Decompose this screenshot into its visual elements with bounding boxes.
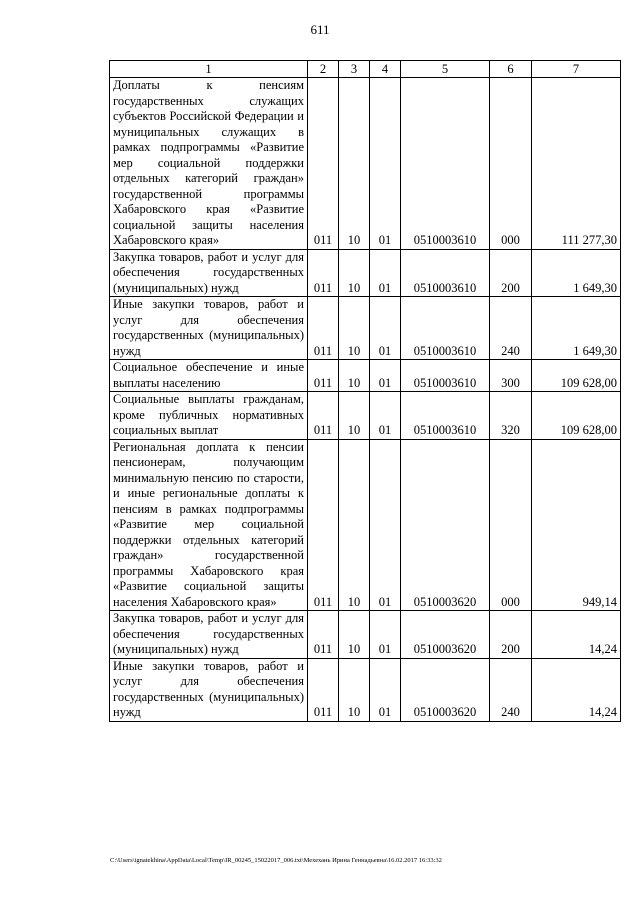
column-header: 7 — [532, 61, 621, 78]
table-row — [110, 297, 621, 360]
ministry-code: 011 — [308, 439, 339, 611]
row-description: Региональная доплата к пенсии пенсионерам, получающим минимальную пенсию по старости, и иные региональные доплаты к пенсиям в рамках подпрограммы «Развитие мер социальной поддержки отдельных категорий граждан» государственной программы Хабаровского края «Развитие социальной защиты населения Хабаровского края» — [110, 439, 308, 611]
subsection-code: 01 — [370, 249, 401, 297]
amount: 111 277,30 — [532, 78, 621, 250]
amount: 14,24 — [532, 658, 621, 721]
subsection-code: 01 — [370, 297, 401, 360]
row-description: Доплаты к пенсиям государственных служащих субъектов Российской Федерации и муниципальных служащих в рамках подпрограммы «Развитие мер социальной поддержки отдельных категорий граждан» государственной программы Хабаровского края «Развитие социальной защиты населения Хабаровского края» — [110, 78, 308, 250]
section-code: 10 — [339, 297, 370, 360]
amount: 14,24 — [532, 611, 621, 659]
amount: 109 628,00 — [532, 360, 621, 392]
target-article-code: 0510003610 — [401, 249, 490, 297]
expense-type-code: 000 — [490, 439, 532, 611]
column-header: 2 — [308, 61, 339, 78]
subsection-code: 01 — [370, 611, 401, 659]
ministry-code: 011 — [308, 78, 339, 250]
table-row — [110, 78, 621, 250]
expense-type-code: 000 — [490, 78, 532, 250]
table-row — [110, 392, 621, 440]
budget-table — [109, 60, 621, 722]
column-header: 4 — [370, 61, 401, 78]
target-article-code: 0510003620 — [401, 658, 490, 721]
ministry-code: 011 — [308, 297, 339, 360]
page-number: 611 — [310, 22, 330, 37]
ministry-code: 011 — [308, 249, 339, 297]
table-row — [110, 249, 621, 297]
target-article-code: 0510003610 — [401, 297, 490, 360]
column-header: 1 — [110, 61, 308, 78]
ministry-code: 011 — [308, 611, 339, 659]
row-description: Социальное обеспечение и иные выплаты населению — [110, 360, 308, 392]
amount: 949,14 — [532, 439, 621, 611]
row-description: Социальные выплаты гражданам, кроме публичных нормативных социальных выплат — [110, 392, 308, 440]
expense-type-code: 300 — [490, 360, 532, 392]
subsection-code: 01 — [370, 658, 401, 721]
subsection-code: 01 — [370, 392, 401, 440]
column-header: 5 — [401, 61, 490, 78]
column-header: 6 — [490, 61, 532, 78]
expense-type-code: 240 — [490, 658, 532, 721]
row-description: Закупка товаров, работ и услуг для обеспечения государственных (муниципальных) нужд — [110, 249, 308, 297]
amount: 109 628,00 — [532, 392, 621, 440]
amount: 1 649,30 — [532, 249, 621, 297]
section-code: 10 — [339, 360, 370, 392]
table-row — [110, 611, 621, 659]
target-article-code: 0510003610 — [401, 360, 490, 392]
ministry-code: 011 — [308, 360, 339, 392]
table-row — [110, 658, 621, 721]
table-header-row — [110, 61, 621, 78]
target-article-code: 0510003620 — [401, 439, 490, 611]
row-description: Иные закупки товаров, работ и услуг для обеспечения государственных (муниципальных) нужд — [110, 297, 308, 360]
expense-type-code: 200 — [490, 611, 532, 659]
table-row — [110, 439, 621, 611]
section-code: 10 — [339, 611, 370, 659]
expense-type-code: 240 — [490, 297, 532, 360]
section-code: 10 — [339, 392, 370, 440]
target-article-code: 0510003610 — [401, 78, 490, 250]
ministry-code: 011 — [308, 392, 339, 440]
target-article-code: 0510003620 — [401, 611, 490, 659]
section-code: 10 — [339, 658, 370, 721]
expense-type-code: 320 — [490, 392, 532, 440]
expense-type-code: 200 — [490, 249, 532, 297]
row-description: Закупка товаров, работ и услуг для обеспечения государственных (муниципальных) нужд — [110, 611, 308, 659]
subsection-code: 01 — [370, 439, 401, 611]
section-code: 10 — [339, 249, 370, 297]
file-path-footer: C:\Users\ignatekhina\AppData\Local\Temp\IR_00245_15022017_006.txt\Мехехань Ирина Геннадьевна\16.02.2017 16:33:32 — [110, 857, 442, 864]
table-row — [110, 360, 621, 392]
subsection-code: 01 — [370, 360, 401, 392]
section-code: 10 — [339, 439, 370, 611]
column-header: 3 — [339, 61, 370, 78]
amount: 1 649,30 — [532, 297, 621, 360]
target-article-code: 0510003610 — [401, 392, 490, 440]
section-code: 10 — [339, 78, 370, 250]
row-description: Иные закупки товаров, работ и услуг для обеспечения государственных (муниципальных) нужд — [110, 658, 308, 721]
subsection-code: 01 — [370, 78, 401, 250]
ministry-code: 011 — [308, 658, 339, 721]
